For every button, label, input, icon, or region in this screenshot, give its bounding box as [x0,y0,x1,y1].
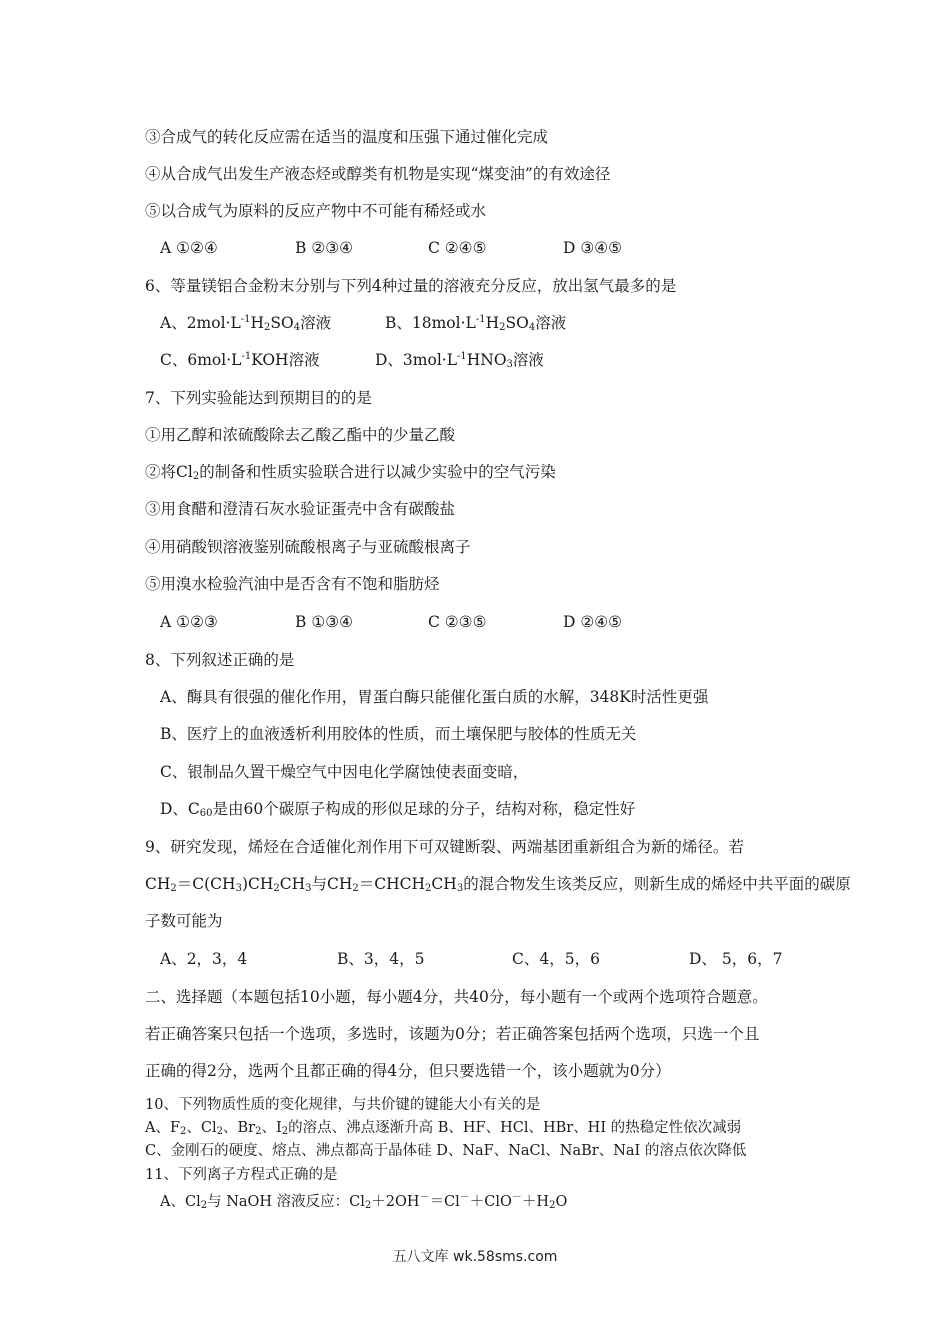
statement-1: ①用乙醇和浓硫酸除去乙酸乙酯中的少量乙酸 [145,426,456,444]
q6-options-ab [160,313,566,333]
q10-options-ab: A、$F_2$、$Cl_2$、$Br_2$、$I_2$的溶点、沸点逐渐升高 B、HF、HCl、HBr、HI 的热稳定性依次减弱 [145,1120,742,1137]
q7-options [160,612,622,632]
q5-options [160,238,622,258]
option-b: B、医疗上的血液透析利用胶体的性质，而土壤保肥与胶体的性质无关 [160,725,637,743]
option-b: B、$18mol\cdot L^{-1}H_2SO_4$溶液 [385,314,567,333]
question-9-line-3: 子数可能为 [145,912,223,930]
q9-options [160,949,782,969]
option-b: B、3，4，5 [337,950,425,968]
question-9-stem: 9、研究发现，烯烃在合适催化剂作用下可双键断裂、两端基团重新组合为新的烯径。若 [145,838,744,856]
statement-2: ②将$Cl_2$的制备和性质实验联合进行以减少实验中的空气污染 [145,463,556,482]
option-c: C ②④⑤ [428,239,487,257]
question-6-stem: 6、等量镁铝合金粉末分别与下列4种过量的溶液充分反应，放出氢气最多的是 [145,277,677,295]
option-b: B ①③④ [295,613,354,631]
q10-options-cd: C、金刚石的硬度、熔点、沸点都高于晶体硅 D、NaF、NaCl、NaBr、NaI 的溶点依次降低 [145,1143,747,1159]
statement-5: ⑤用溴水检验汽油中是否含有不饱和脂肪烃 [145,575,440,593]
option-a: A、$Cl_2$与 NaOH 溶液反应：$Cl_2+2OH^-=Cl^-+ClO^-+H_2O$ [160,1192,568,1211]
option-d: D ②④⑤ [563,613,623,631]
statement-3: ③合成气的转化反应需在适当的温度和压强下通过催化完成 [145,128,549,146]
option-a: A ①②③ [160,613,218,631]
statement-3: ③用食醋和澄清石灰水验证蛋壳中含有碳酸盐 [145,500,456,518]
section-2-line-2: 若正确答案只包括一个选项，多选时，该题为0分；若正确答案包括两个选项，只选一个且 [145,1025,760,1043]
option-d: D、$C_{60}$是由60个碳原子构成的形似足球的分子，结构对称，稳定性好 [160,800,636,819]
question-11-stem: 11、下列离子方程式正确的是 [145,1167,338,1183]
option-c: C ②③⑤ [428,613,487,631]
option-b: B ②③④ [295,239,354,257]
option-d: D、 5，6，7 [689,950,783,968]
question-7-stem: 7、下列实验能达到预期目的的是 [145,389,372,407]
footer-watermark: 五八文库 wk.58sms.com [392,1249,558,1265]
option-c: C、银制品久置干燥空气中因电化学腐蚀使表面变暗， [160,763,529,781]
q6-options-cd [160,350,544,370]
option-a: A、$2mol\cdot L^{-1}H_2SO_4$溶液 [160,314,332,333]
option-a: A、酶具有很强的催化作用，胃蛋白酶只能催化蛋白质的水解，348K时活性更强 [160,688,709,706]
option-c: C、4，5，6 [512,950,600,968]
question-8-stem: 8、下列叙述正确的是 [145,651,295,669]
section-2-heading: 二、选择题（本题包括10小题，每小题4分，共40分，每小题有一个或两个选项符合题意。 [145,988,768,1006]
question-10-stem: 10、下列物质性质的变化规律，与共价键的键能大小有关的是 [145,1097,541,1113]
option-a: A ①②④ [160,239,218,257]
statement-5: ⑤以合成气为原料的反应产物中不可能有稀烃或水 [145,202,487,220]
option-d: D ③④⑤ [563,239,623,257]
statement-4: ④从合成气出发生产液态烃或醇类有机物是实现“煤变油”的有效途径 [145,165,611,183]
question-9-line-2: $CH_2=C(CH_3)CH_2CH_3$与$CH_2=CHCH_2CH_3$的混合物发生该类反应，则新生成的烯烃中共平面的碳原 [145,875,851,894]
statement-4: ④用硝酸钡溶液鉴别硫酸根离子与亚硫酸根离子 [145,538,471,556]
section-2-line-3: 正确的得2分，选两个且都正确的得4分，但只要选错一个，该小题就为0分） [145,1062,671,1080]
option-c: C、$6mol\cdot L^{-1}KOH$溶液 [160,351,320,369]
option-a: A、2，3，4 [160,950,248,968]
option-d: D、$3mol\cdot L^{-1}HNO_3$溶液 [375,351,544,370]
